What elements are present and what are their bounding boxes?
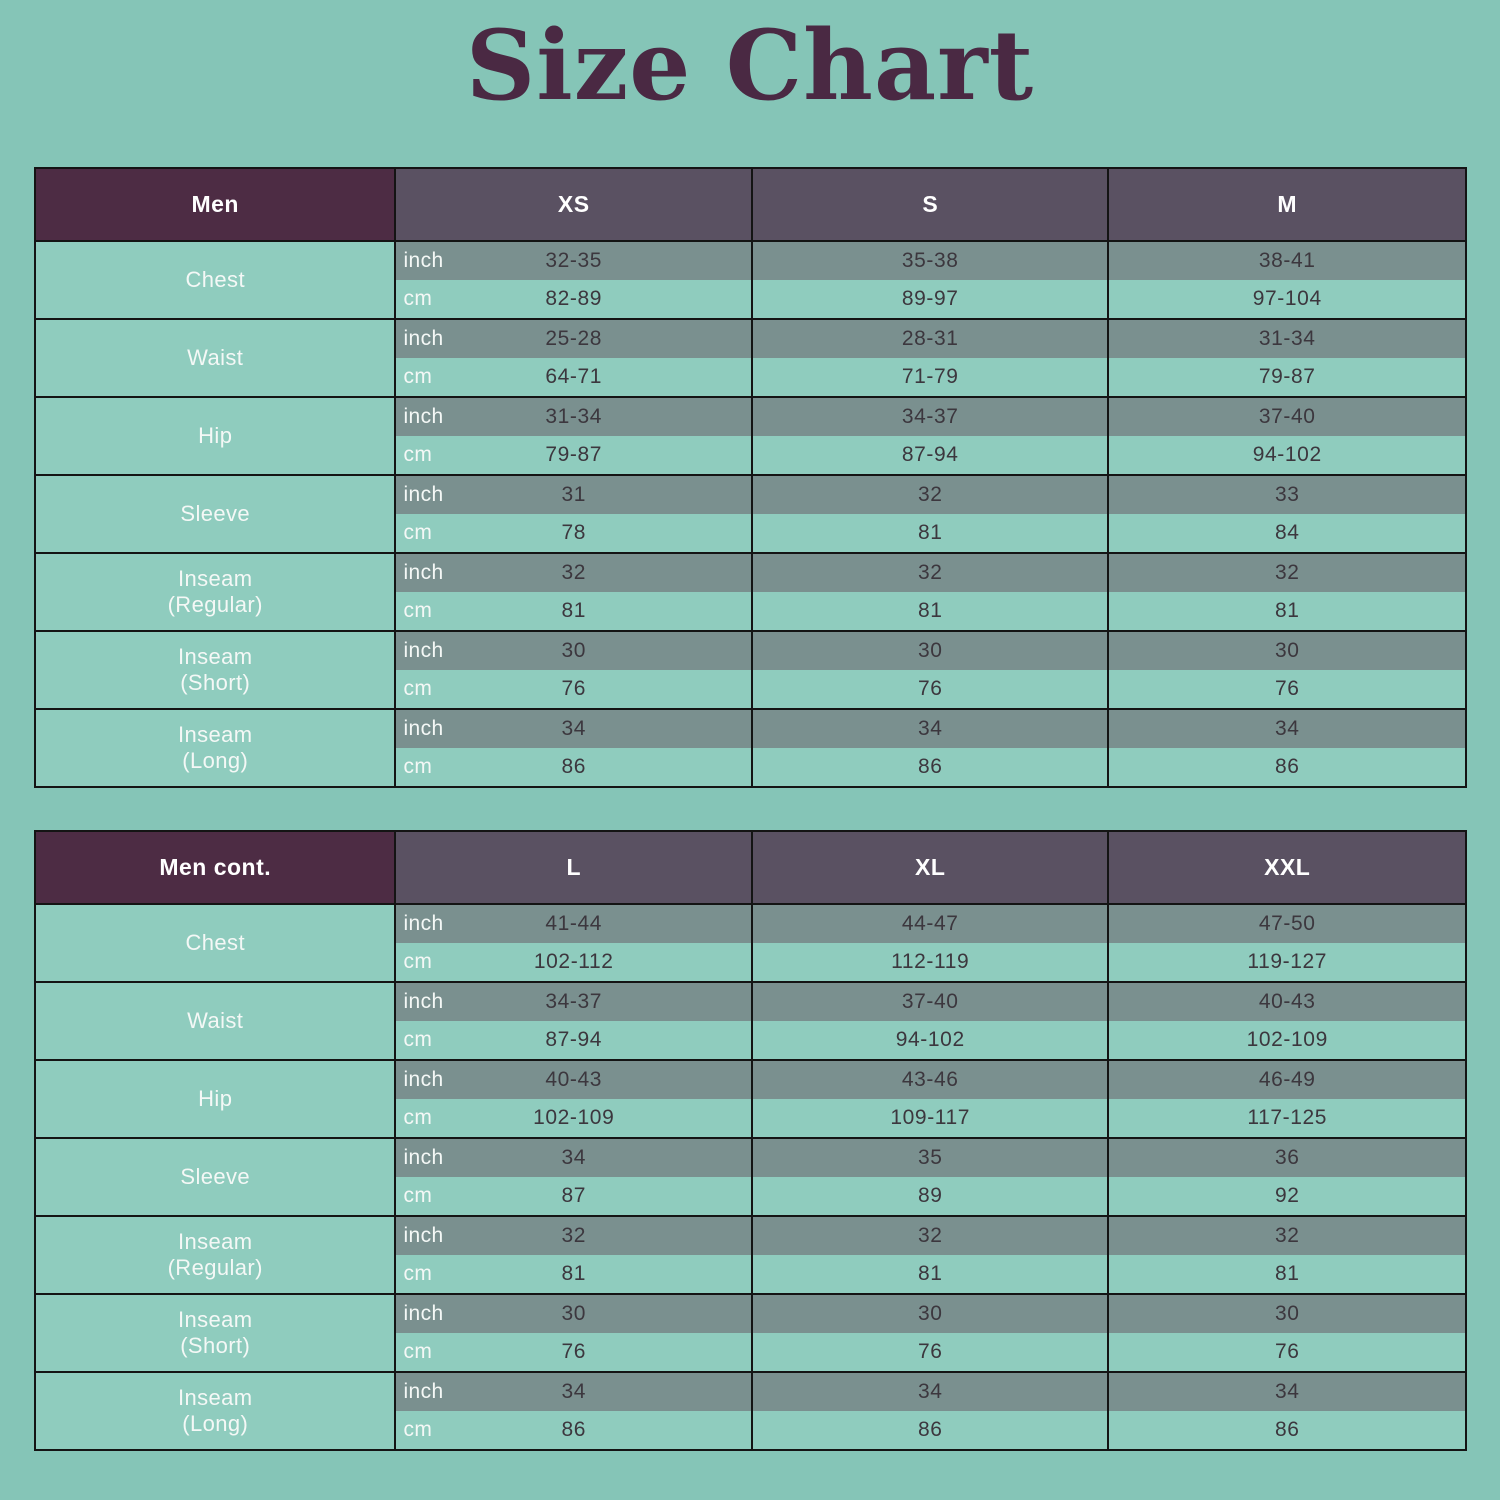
header-cell-l: L [396, 832, 751, 903]
inch-value: 32 [561, 561, 586, 584]
cm-value: 102-109 [533, 1106, 615, 1129]
cm-value: 76 [1274, 1340, 1300, 1363]
cm-value: 87-94 [545, 1028, 603, 1051]
header-cell-men-cont: Men cont. [36, 832, 394, 903]
value-column-xl [753, 1139, 1108, 1215]
measure-label [36, 1373, 394, 1449]
inch-value-cell [753, 983, 1108, 1021]
cm-value: 81 [561, 599, 586, 622]
inch-value: 47-50 [1258, 912, 1316, 935]
unit-label-inch: inch [403, 1146, 444, 1169]
inch-value-cell [1109, 1217, 1465, 1255]
inch-value: 35-38 [901, 249, 959, 272]
inch-value-cell [753, 1217, 1108, 1255]
inch-value: 40-43 [545, 1068, 603, 1091]
value-column-m [1109, 242, 1465, 318]
inch-value-cell [1109, 476, 1465, 514]
measure-label-subtext: (Long) [182, 748, 249, 773]
inch-value-cell [1109, 983, 1465, 1021]
value-column-s [753, 476, 1108, 552]
cm-value-cell [753, 514, 1108, 552]
cm-value-cell [1109, 514, 1465, 552]
cm-value-cell [1109, 1411, 1465, 1449]
measure-label-text: Chest [185, 930, 245, 956]
inch-value: 32-35 [545, 249, 603, 272]
measure-label-text: Hip [198, 423, 233, 449]
cm-value-cell [396, 1411, 751, 1449]
inch-value: 34 [561, 717, 586, 740]
value-column-l [396, 1295, 751, 1371]
inch-value-cell [396, 476, 751, 514]
inch-value: 35 [917, 1146, 943, 1169]
value-column-xs [396, 554, 751, 630]
value-column-xxl [1109, 1061, 1465, 1137]
measure-label [36, 1295, 394, 1371]
inch-value: 43-46 [901, 1068, 959, 1091]
inch-value-cell [1109, 1373, 1465, 1411]
cm-value: 86 [917, 755, 943, 778]
value-column-xl [753, 905, 1108, 981]
cm-value-cell [1109, 943, 1465, 981]
measure-label-text: Inseam [177, 1229, 253, 1255]
size-table-men [34, 167, 1467, 788]
measure-label [36, 1139, 394, 1215]
measure-label-text: Waist [187, 345, 244, 371]
cm-value-cell [1109, 1099, 1465, 1137]
cm-value: 102-109 [1246, 1028, 1328, 1051]
unit-label-cm: cm [403, 1028, 433, 1051]
inch-value: 30 [1274, 1302, 1300, 1325]
inch-value: 32 [561, 1224, 586, 1247]
inch-value-cell [753, 632, 1108, 670]
value-column-l [396, 1217, 751, 1293]
value-column-l [396, 1061, 751, 1137]
cm-value: 78 [561, 521, 586, 544]
inch-value-cell [1109, 1061, 1465, 1099]
value-column-xxl [1109, 1139, 1465, 1215]
cm-value: 87-94 [901, 443, 959, 466]
inch-value: 32 [917, 483, 943, 506]
inch-value-cell [396, 1295, 751, 1333]
cm-value-cell [396, 436, 751, 474]
cm-value-cell [753, 748, 1108, 786]
value-column-xl [753, 1295, 1108, 1371]
unit-label-cm: cm [403, 287, 433, 310]
value-column-s [753, 554, 1108, 630]
cm-value-cell [753, 1177, 1108, 1215]
cm-value: 84 [1274, 521, 1300, 544]
inch-value-cell [396, 320, 751, 358]
unit-label-inch: inch [403, 405, 444, 428]
inch-value: 30 [561, 1302, 586, 1325]
cm-value-cell [396, 748, 751, 786]
measure-label [36, 983, 394, 1059]
cm-value-cell [753, 1021, 1108, 1059]
inch-value: 25-28 [545, 327, 603, 350]
cm-value-cell [753, 943, 1108, 981]
inch-value: 31-34 [545, 405, 603, 428]
cm-value-cell [396, 514, 751, 552]
unit-label-cm: cm [403, 677, 433, 700]
cm-value-cell [1109, 748, 1465, 786]
header-cell-xs: XS [396, 169, 751, 240]
table-header-row [36, 832, 1465, 903]
measure-row-sleeve [36, 476, 1465, 552]
cm-value-cell [753, 1411, 1108, 1449]
measure-row-sleeve [36, 1139, 1465, 1215]
inch-value-cell [753, 710, 1108, 748]
inch-value-cell [396, 632, 751, 670]
cm-value: 76 [917, 1340, 943, 1363]
cm-value: 81 [917, 521, 943, 544]
inch-value-cell [753, 905, 1108, 943]
measure-row-inseam-short [36, 632, 1465, 708]
value-column-xs [396, 710, 751, 786]
inch-value: 34-37 [901, 405, 959, 428]
cm-value: 86 [917, 1418, 943, 1441]
cm-value-cell [753, 280, 1108, 318]
unit-label-cm: cm [403, 521, 433, 544]
cm-value-cell [753, 592, 1108, 630]
cm-value-cell [753, 670, 1108, 708]
inch-value-cell [1109, 905, 1465, 943]
cm-value-cell [1109, 1255, 1465, 1293]
value-column-xxl [1109, 1217, 1465, 1293]
unit-label-inch: inch [403, 327, 444, 350]
cm-value: 89-97 [901, 287, 959, 310]
cm-value-cell [753, 1333, 1108, 1371]
measure-row-hip [36, 398, 1465, 474]
unit-label-inch: inch [403, 1224, 444, 1247]
unit-label-inch: inch [403, 249, 444, 272]
measure-row-inseam-regular [36, 1217, 1465, 1293]
unit-label-cm: cm [403, 1340, 433, 1363]
measure-row-chest [36, 905, 1465, 981]
cm-value: 109-117 [890, 1106, 971, 1129]
inch-value-cell [396, 710, 751, 748]
measure-label-text: Inseam [177, 722, 253, 748]
cm-value-cell [753, 436, 1108, 474]
cm-value: 119-127 [1247, 950, 1328, 973]
header-cell-xxl: XXL [1109, 832, 1465, 903]
unit-label-cm: cm [403, 755, 433, 778]
unit-label-cm: cm [403, 1106, 433, 1129]
header-cell-xl: XL [753, 832, 1108, 903]
cm-value-cell [753, 358, 1108, 396]
value-column-m [1109, 320, 1465, 396]
value-column-l [396, 983, 751, 1059]
value-column-s [753, 398, 1108, 474]
inch-value: 34 [917, 717, 943, 740]
cm-value-cell [396, 1255, 751, 1293]
header-cell-s: S [753, 169, 1108, 240]
inch-value: 30 [917, 1302, 943, 1325]
cm-value: 92 [1274, 1184, 1300, 1207]
cm-value: 76 [1274, 677, 1300, 700]
inch-value: 40-43 [1258, 990, 1316, 1013]
measure-label [36, 710, 394, 786]
cm-value-cell [753, 1099, 1108, 1137]
value-column-s [753, 242, 1108, 318]
inch-value: 30 [917, 639, 943, 662]
inch-value-cell [753, 1139, 1108, 1177]
inch-value-cell [396, 905, 751, 943]
cm-value: 87 [561, 1184, 586, 1207]
unit-label-cm: cm [403, 1262, 433, 1285]
measure-label [36, 1061, 394, 1137]
inch-value: 34 [561, 1380, 586, 1403]
cm-value: 79-87 [1258, 365, 1316, 388]
inch-value: 32 [917, 1224, 943, 1247]
measure-label-text: Inseam [177, 1385, 253, 1411]
unit-label-cm: cm [403, 1418, 433, 1441]
cm-value-cell [396, 592, 751, 630]
cm-value: 94-102 [1252, 443, 1322, 466]
measure-label-subtext: (Regular) [167, 1255, 263, 1280]
measure-label-subtext: (Regular) [167, 592, 263, 617]
inch-value: 34 [1274, 1380, 1300, 1403]
value-column-xl [753, 1061, 1108, 1137]
measure-label [36, 905, 394, 981]
measure-row-inseam-long [36, 710, 1465, 786]
value-column-xs [396, 398, 751, 474]
measure-label-text: Inseam [177, 1307, 253, 1333]
value-column-xs [396, 242, 751, 318]
table-header-row [36, 169, 1465, 240]
cm-value: 81 [917, 599, 943, 622]
inch-value-cell [1109, 1139, 1465, 1177]
inch-value: 32 [917, 561, 943, 584]
cm-value: 76 [561, 1340, 586, 1363]
value-column-m [1109, 554, 1465, 630]
size-chart-title: Size Chart [465, 9, 1035, 122]
unit-label-inch: inch [403, 1068, 444, 1091]
unit-label-inch: inch [403, 717, 444, 740]
cm-value: 97-104 [1252, 287, 1322, 310]
inch-value: 37-40 [1258, 405, 1316, 428]
inch-value-cell [1109, 554, 1465, 592]
cm-value: 86 [1274, 1418, 1300, 1441]
value-column-xs [396, 476, 751, 552]
cm-value: 86 [1274, 755, 1300, 778]
value-column-xxl [1109, 905, 1465, 981]
cm-value-cell [1109, 436, 1465, 474]
inch-value: 34 [561, 1146, 586, 1169]
cm-value: 81 [917, 1262, 943, 1285]
cm-value: 81 [1274, 1262, 1300, 1285]
inch-value-cell [1109, 398, 1465, 436]
inch-value-cell [1109, 710, 1465, 748]
value-column-s [753, 632, 1108, 708]
measure-row-inseam-regular [36, 554, 1465, 630]
cm-value: 102-112 [533, 950, 614, 973]
cm-value-cell [396, 358, 751, 396]
measure-label-subtext: (Long) [182, 1411, 249, 1436]
measure-label-subtext: (Short) [180, 1333, 251, 1358]
cm-value: 117-125 [1247, 1106, 1328, 1129]
unit-label-cm: cm [403, 1184, 433, 1207]
size-table-men-cont [34, 830, 1467, 1451]
cm-value: 71-79 [901, 365, 959, 388]
inch-value-cell [396, 1139, 751, 1177]
inch-value-cell [753, 242, 1108, 280]
inch-value-cell [1109, 632, 1465, 670]
cm-value: 94-102 [895, 1028, 965, 1051]
cm-value-cell [1109, 280, 1465, 318]
inch-value-cell [396, 1217, 751, 1255]
measure-label-subtext: (Short) [180, 670, 251, 695]
inch-value-cell [753, 1295, 1108, 1333]
inch-value-cell [396, 1373, 751, 1411]
unit-label-inch: inch [403, 912, 444, 935]
measure-label [36, 320, 394, 396]
inch-value: 41-44 [545, 912, 603, 935]
cm-value: 76 [917, 677, 943, 700]
inch-value-cell [396, 554, 751, 592]
measure-label-text: Inseam [177, 566, 253, 592]
value-column-xl [753, 983, 1108, 1059]
cm-value-cell [1109, 670, 1465, 708]
value-column-m [1109, 710, 1465, 786]
value-column-m [1109, 632, 1465, 708]
inch-value: 28-31 [901, 327, 959, 350]
measure-row-waist [36, 320, 1465, 396]
inch-value: 34-37 [545, 990, 603, 1013]
value-column-xxl [1109, 983, 1465, 1059]
measure-label-text: Sleeve [180, 501, 251, 527]
measure-label-text: Sleeve [180, 1164, 251, 1190]
inch-value: 38-41 [1258, 249, 1316, 272]
inch-value: 34 [917, 1380, 943, 1403]
measure-label [36, 554, 394, 630]
cm-value-cell [396, 670, 751, 708]
inch-value-cell [753, 1061, 1108, 1099]
value-column-l [396, 1373, 751, 1449]
cm-value-cell [396, 1021, 751, 1059]
value-column-xl [753, 1217, 1108, 1293]
measure-label [36, 242, 394, 318]
unit-label-inch: inch [403, 1302, 444, 1325]
cm-value-cell [396, 1099, 751, 1137]
cm-value-cell [396, 943, 751, 981]
unit-label-cm: cm [403, 365, 433, 388]
unit-label-inch: inch [403, 639, 444, 662]
cm-value-cell [396, 280, 751, 318]
inch-value-cell [1109, 320, 1465, 358]
inch-value-cell [1109, 1295, 1465, 1333]
value-column-l [396, 905, 751, 981]
cm-value-cell [396, 1333, 751, 1371]
inch-value: 44-47 [901, 912, 959, 935]
measure-label-text: Inseam [177, 644, 253, 670]
cm-value-cell [1109, 358, 1465, 396]
cm-value: 81 [1274, 599, 1300, 622]
inch-value-cell [753, 554, 1108, 592]
inch-value-cell [396, 242, 751, 280]
cm-value-cell [753, 1255, 1108, 1293]
value-column-l [396, 1139, 751, 1215]
measure-row-hip [36, 1061, 1465, 1137]
value-column-xl [753, 1373, 1108, 1449]
measure-label-text: Waist [187, 1008, 244, 1034]
inch-value: 46-49 [1258, 1068, 1316, 1091]
inch-value: 30 [561, 639, 586, 662]
unit-label-inch: inch [403, 990, 444, 1013]
inch-value: 33 [1274, 483, 1300, 506]
unit-label-inch: inch [403, 1380, 444, 1403]
cm-value-cell [1109, 592, 1465, 630]
inch-value-cell [396, 398, 751, 436]
inch-value-cell [396, 983, 751, 1021]
cm-value-cell [1109, 1177, 1465, 1215]
unit-label-cm: cm [403, 599, 433, 622]
cm-value: 81 [561, 1262, 586, 1285]
inch-value: 32 [1274, 1224, 1300, 1247]
cm-value: 86 [561, 1418, 586, 1441]
inch-value-cell [753, 1373, 1108, 1411]
value-column-xs [396, 632, 751, 708]
header-cell-m: M [1109, 169, 1465, 240]
cm-value-cell [1109, 1333, 1465, 1371]
value-column-xxl [1109, 1295, 1465, 1371]
measure-label-text: Chest [185, 267, 245, 293]
value-column-s [753, 320, 1108, 396]
inch-value: 37-40 [901, 990, 959, 1013]
measure-row-inseam-long [36, 1373, 1465, 1449]
cm-value: 76 [561, 677, 586, 700]
value-column-xs [396, 320, 751, 396]
header-cell-men: Men [36, 169, 394, 240]
cm-value-cell [396, 1177, 751, 1215]
cm-value: 112-119 [891, 950, 970, 973]
measure-row-waist [36, 983, 1465, 1059]
inch-value: 31-34 [1258, 327, 1316, 350]
cm-value: 82-89 [545, 287, 603, 310]
measure-label [36, 632, 394, 708]
measure-label [36, 398, 394, 474]
inch-value: 32 [1274, 561, 1300, 584]
inch-value-cell [753, 398, 1108, 436]
inch-value: 30 [1274, 639, 1300, 662]
measure-label [36, 1217, 394, 1293]
value-column-m [1109, 476, 1465, 552]
inch-value-cell [753, 476, 1108, 514]
cm-value: 79-87 [545, 443, 603, 466]
cm-value: 89 [917, 1184, 943, 1207]
inch-value-cell [396, 1061, 751, 1099]
measure-row-chest [36, 242, 1465, 318]
unit-label-inch: inch [403, 561, 444, 584]
measure-label-text: Hip [198, 1086, 233, 1112]
inch-value-cell [1109, 242, 1465, 280]
inch-value: 36 [1274, 1146, 1300, 1169]
measure-row-inseam-short [36, 1295, 1465, 1371]
value-column-s [753, 710, 1108, 786]
cm-value-cell [1109, 1021, 1465, 1059]
unit-label-cm: cm [403, 950, 433, 973]
inch-value: 34 [1274, 717, 1300, 740]
value-column-m [1109, 398, 1465, 474]
cm-value: 86 [561, 755, 586, 778]
unit-label-cm: cm [403, 443, 433, 466]
measure-label [36, 476, 394, 552]
inch-value-cell [753, 320, 1108, 358]
value-column-xxl [1109, 1373, 1465, 1449]
inch-value: 31 [561, 483, 586, 506]
cm-value: 64-71 [545, 365, 603, 388]
unit-label-inch: inch [403, 483, 444, 506]
